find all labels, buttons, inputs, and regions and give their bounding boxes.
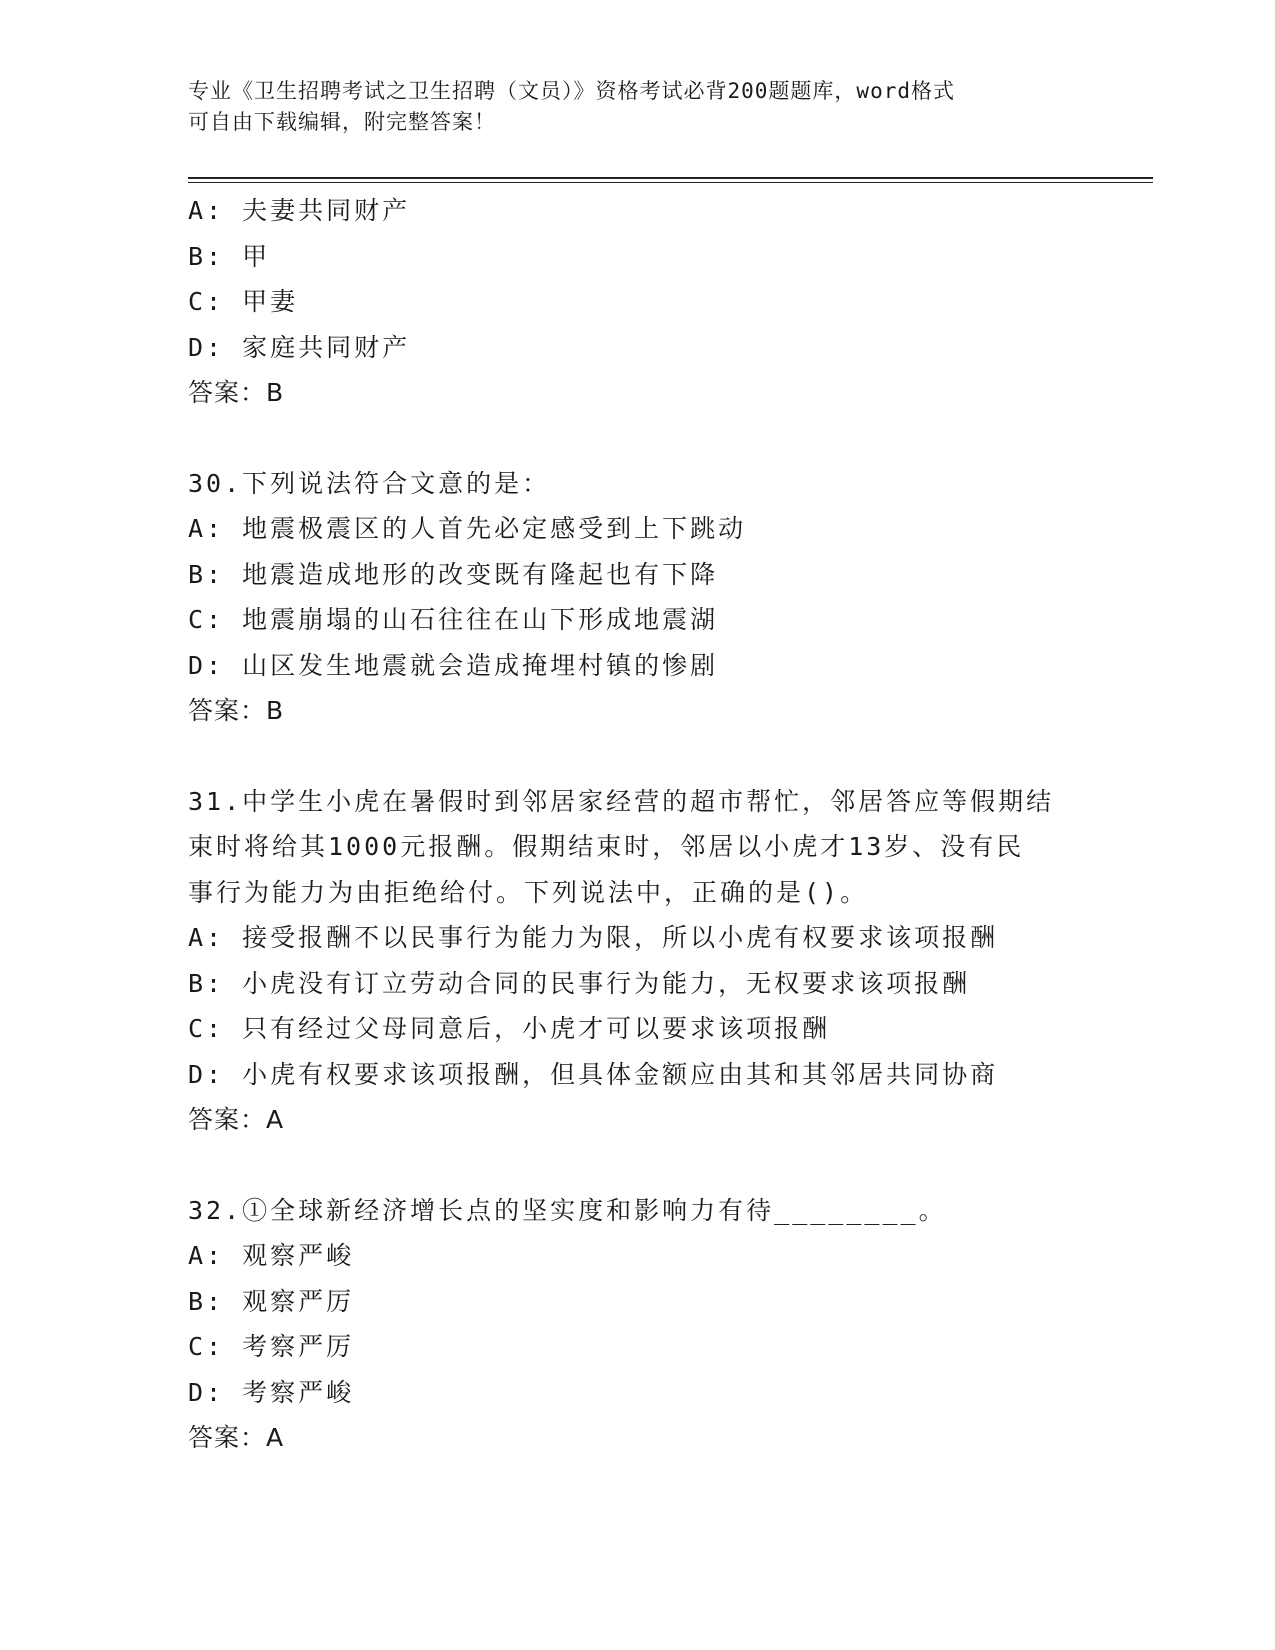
question-32-option-b: B: 观察严厉 xyxy=(188,1286,355,1316)
question-31-option-d: D: 小虎有权要求该项报酬，但具体金额应由其和其邻居共同协商 xyxy=(188,1059,999,1089)
header-rule-thick xyxy=(188,177,1153,179)
question-31-stem-line-1: 31.中学生小虎在暑假时到邻居家经营的超市帮忙，邻居答应等假期结 xyxy=(188,786,1055,816)
question-31-stem-line-3: 事行为能力为由拒绝给付。下列说法中，正确的是()。 xyxy=(188,877,869,907)
document-header xyxy=(188,76,1068,138)
question-32-option-d: D: 考察严峻 xyxy=(188,1377,355,1407)
question-29-option-b: B: 甲 xyxy=(188,241,271,271)
header-rule-thin xyxy=(188,182,1153,183)
question-32-stem: 32.①全球新经济增长点的坚实度和影响力有待________。 xyxy=(188,1195,947,1225)
question-32-block xyxy=(188,1188,1088,1461)
spacer xyxy=(188,416,1088,461)
question-32-option-c: C: 考察严厉 xyxy=(188,1332,355,1361)
question-30-option-a: A: 地震极震区的人首先必定感受到上下跳动 xyxy=(188,514,747,543)
question-30-option-c: C: 地震崩塌的山石往往在山下形成地震湖 xyxy=(188,605,719,634)
question-29-block xyxy=(188,188,1088,416)
question-31-stem-line-2: 束时将给其1000元报酬。假期结束时，邻居以小虎才13岁、没有民 xyxy=(188,832,1025,861)
header-line-1: 专业《卫生招聘考试之卫生招聘（文员）》资格考试必背200题题库，word格式 xyxy=(188,79,955,103)
question-32-answer: 答案：A xyxy=(188,1423,285,1452)
question-31-option-a: A: 接受报酬不以民事行为能力为限，所以小虎有权要求该项报酬 xyxy=(188,923,999,952)
question-29-option-a: A: 夫妻共同财产 xyxy=(188,196,411,225)
question-29-answer: 答案：B xyxy=(188,378,285,407)
spacer xyxy=(188,734,1088,779)
question-31-option-b: B: 小虎没有订立劳动合同的民事行为能力，无权要求该项报酬 xyxy=(188,968,971,998)
question-content xyxy=(188,188,1088,1461)
question-32-option-a: A: 观察严峻 xyxy=(188,1241,355,1270)
spacer xyxy=(188,1143,1088,1188)
question-30-block xyxy=(188,461,1088,734)
question-31-answer: 答案：A xyxy=(188,1105,285,1134)
question-30-option-d: D: 山区发生地震就会造成掩埋村镇的惨剧 xyxy=(188,650,719,680)
question-31-option-c: C: 只有经过父母同意后，小虎才可以要求该项报酬 xyxy=(188,1014,831,1043)
question-30-answer: 答案：B xyxy=(188,696,285,725)
header-line-2: 可自由下载编辑，附完整答案！ xyxy=(188,110,496,134)
question-30-stem: 30.下列说法符合文意的是： xyxy=(188,468,551,498)
question-30-option-b: B: 地震造成地形的改变既有隆起也有下降 xyxy=(188,559,719,589)
question-29-option-c: C: 甲妻 xyxy=(188,287,299,316)
question-31-block xyxy=(188,779,1088,1143)
question-29-option-d: D: 家庭共同财产 xyxy=(188,332,411,362)
